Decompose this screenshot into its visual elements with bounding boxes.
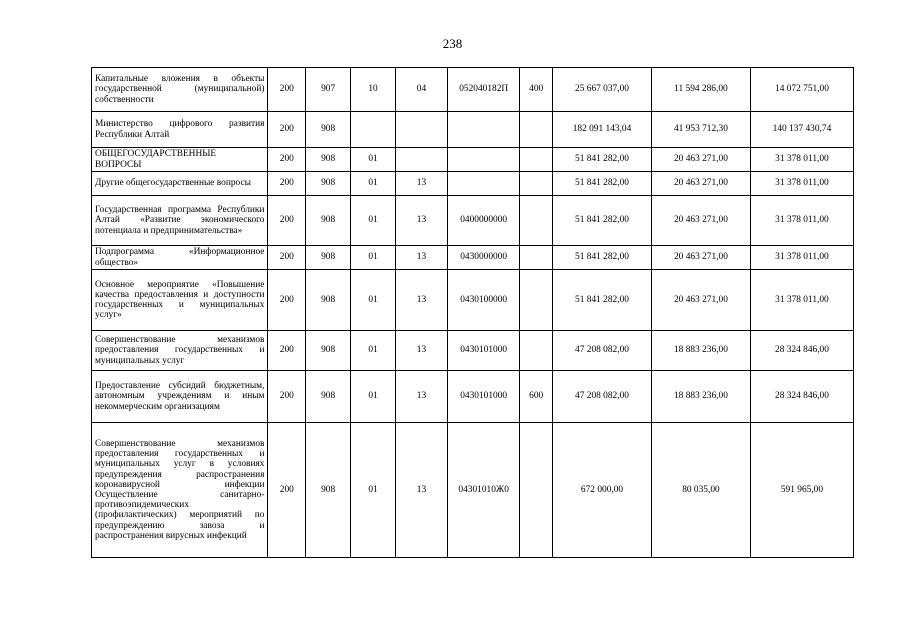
page-number: 238 — [442, 36, 463, 51]
amount-2: 20 463 271,00 — [651, 172, 750, 196]
amount-2: 18 883 236,00 — [651, 331, 750, 371]
amount-3: 31 378 011,00 — [750, 196, 853, 246]
amount-1: 47 208 082,00 — [553, 331, 652, 371]
subsection-code: 04 — [395, 68, 447, 112]
ministry-code: 200 — [268, 112, 306, 148]
grbs-code: 908 — [306, 371, 351, 423]
amount-3: 31 378 011,00 — [750, 148, 853, 172]
subsection-code: 13 — [395, 196, 447, 246]
expense-type-code — [520, 112, 553, 148]
amount-2: 20 463 271,00 — [651, 246, 750, 270]
target-article-code: 0430100000 — [447, 270, 519, 331]
grbs-code: 908 — [306, 423, 351, 558]
amount-1: 51 841 282,00 — [553, 246, 652, 270]
section-code: 01 — [351, 331, 396, 371]
amount-2: 11 594 286,00 — [651, 68, 750, 112]
table-row — [92, 423, 854, 558]
amount-2: 20 463 271,00 — [651, 196, 750, 246]
grbs-code: 908 — [306, 172, 351, 196]
section-code: 01 — [351, 371, 396, 423]
row-name: Совершенствование механизмов предоставления государственных и муниципальных услуг — [92, 331, 268, 371]
amount-3: 31 378 011,00 — [750, 270, 853, 331]
ministry-code: 200 — [268, 68, 306, 112]
target-article-code: 052040182П — [447, 68, 519, 112]
grbs-code: 908 — [306, 112, 351, 148]
amount-2: 41 953 712,30 — [651, 112, 750, 148]
amount-1: 51 841 282,00 — [553, 270, 652, 331]
row-name: Другие общегосударственные вопросы — [92, 172, 268, 196]
expense-type-code — [520, 196, 553, 246]
row-name: Совершенствование механизмов предоставления государственных и муниципальных услуг в условиях предупреждения распространения коронавирусной инфекции Осуществление санитарно-противоэпидемических (профилактических) мероприятий по предупреждению завоза и распространения вирусных инфекций — [92, 423, 268, 558]
target-article-code: 0400000000 — [447, 196, 519, 246]
target-article-code: 04301010Ж0 — [447, 423, 519, 558]
section-code: 01 — [351, 270, 396, 331]
expense-type-code: 400 — [520, 68, 553, 112]
grbs-code: 908 — [306, 270, 351, 331]
row-name: ОБЩЕГОСУДАРСТВЕННЫЕ ВОПРОСЫ — [92, 148, 268, 172]
grbs-code: 907 — [306, 68, 351, 112]
grbs-code: 908 — [306, 331, 351, 371]
grbs-code: 908 — [306, 148, 351, 172]
expense-type-code — [520, 172, 553, 196]
expense-type-code — [520, 148, 553, 172]
amount-2: 80 035,00 — [651, 423, 750, 558]
subsection-code: 13 — [395, 172, 447, 196]
amount-3: 28 324 846,00 — [750, 371, 853, 423]
expense-type-code: 600 — [520, 371, 553, 423]
amount-3: 140 137 430,74 — [750, 112, 853, 148]
section-code: 01 — [351, 196, 396, 246]
section-code: 01 — [351, 148, 396, 172]
table-row — [92, 172, 854, 196]
subsection-code — [395, 148, 447, 172]
amount-3: 31 378 011,00 — [750, 246, 853, 270]
section-code: 01 — [351, 172, 396, 196]
table-row — [92, 68, 854, 112]
amount-1: 25 667 037,00 — [553, 68, 652, 112]
ministry-code: 200 — [268, 270, 306, 331]
table-row — [92, 270, 854, 331]
ministry-code: 200 — [268, 331, 306, 371]
target-article-code: 0430000000 — [447, 246, 519, 270]
ministry-code: 200 — [268, 423, 306, 558]
expense-type-code — [520, 246, 553, 270]
target-article-code — [447, 148, 519, 172]
amount-1: 51 841 282,00 — [553, 148, 652, 172]
amount-3: 14 072 751,00 — [750, 68, 853, 112]
amount-2: 20 463 271,00 — [651, 148, 750, 172]
ministry-code: 200 — [268, 196, 306, 246]
section-code: 01 — [351, 246, 396, 270]
subsection-code: 13 — [395, 423, 447, 558]
amount-3: 31 378 011,00 — [750, 172, 853, 196]
table-row — [92, 112, 854, 148]
subsection-code: 13 — [395, 331, 447, 371]
ministry-code: 200 — [268, 246, 306, 270]
amount-1: 51 841 282,00 — [553, 172, 652, 196]
amount-3: 28 324 846,00 — [750, 331, 853, 371]
amount-1: 51 841 282,00 — [553, 196, 652, 246]
grbs-code: 908 — [306, 246, 351, 270]
row-name: Подпрограмма «Информационное общество» — [92, 246, 268, 270]
ministry-code: 200 — [268, 371, 306, 423]
row-name: Государственная программа Республики Алтай «Развитие экономического потенциала и предпринимательства» — [92, 196, 268, 246]
table-row — [92, 196, 854, 246]
target-article-code: 0430101000 — [447, 371, 519, 423]
row-name: Министерство цифрового развития Республики Алтай — [92, 112, 268, 148]
subsection-code: 13 — [395, 371, 447, 423]
budget-table — [91, 67, 854, 558]
amount-1: 182 091 143,04 — [553, 112, 652, 148]
row-name: Капитальные вложения в объекты государственной (муниципальной) собственности — [92, 68, 268, 112]
expense-type-code — [520, 270, 553, 331]
amount-1: 672 000,00 — [553, 423, 652, 558]
table-row — [92, 371, 854, 423]
subsection-code — [395, 112, 447, 148]
section-code: 01 — [351, 423, 396, 558]
ministry-code: 200 — [268, 172, 306, 196]
target-article-code — [447, 112, 519, 148]
target-article-code: 0430101000 — [447, 331, 519, 371]
section-code: 10 — [351, 68, 396, 112]
row-name: Основное мероприятие «Повышение качества предоставления и доступности государственных и муниципальных услуг» — [92, 270, 268, 331]
budget-table-body — [92, 68, 854, 558]
amount-3: 591 965,00 — [750, 423, 853, 558]
expense-type-code — [520, 423, 553, 558]
amount-2: 20 463 271,00 — [651, 270, 750, 331]
table-row — [92, 246, 854, 270]
ministry-code: 200 — [268, 148, 306, 172]
amount-1: 47 208 082,00 — [553, 371, 652, 423]
subsection-code: 13 — [395, 246, 447, 270]
table-row — [92, 148, 854, 172]
grbs-code: 908 — [306, 196, 351, 246]
row-name: Предоставление субсидий бюджетным, автономным учреждениям и иным некоммерческим организациям — [92, 371, 268, 423]
section-code — [351, 112, 396, 148]
subsection-code: 13 — [395, 270, 447, 331]
amount-2: 18 883 236,00 — [651, 371, 750, 423]
table-row — [92, 331, 854, 371]
expense-type-code — [520, 331, 553, 371]
target-article-code — [447, 172, 519, 196]
